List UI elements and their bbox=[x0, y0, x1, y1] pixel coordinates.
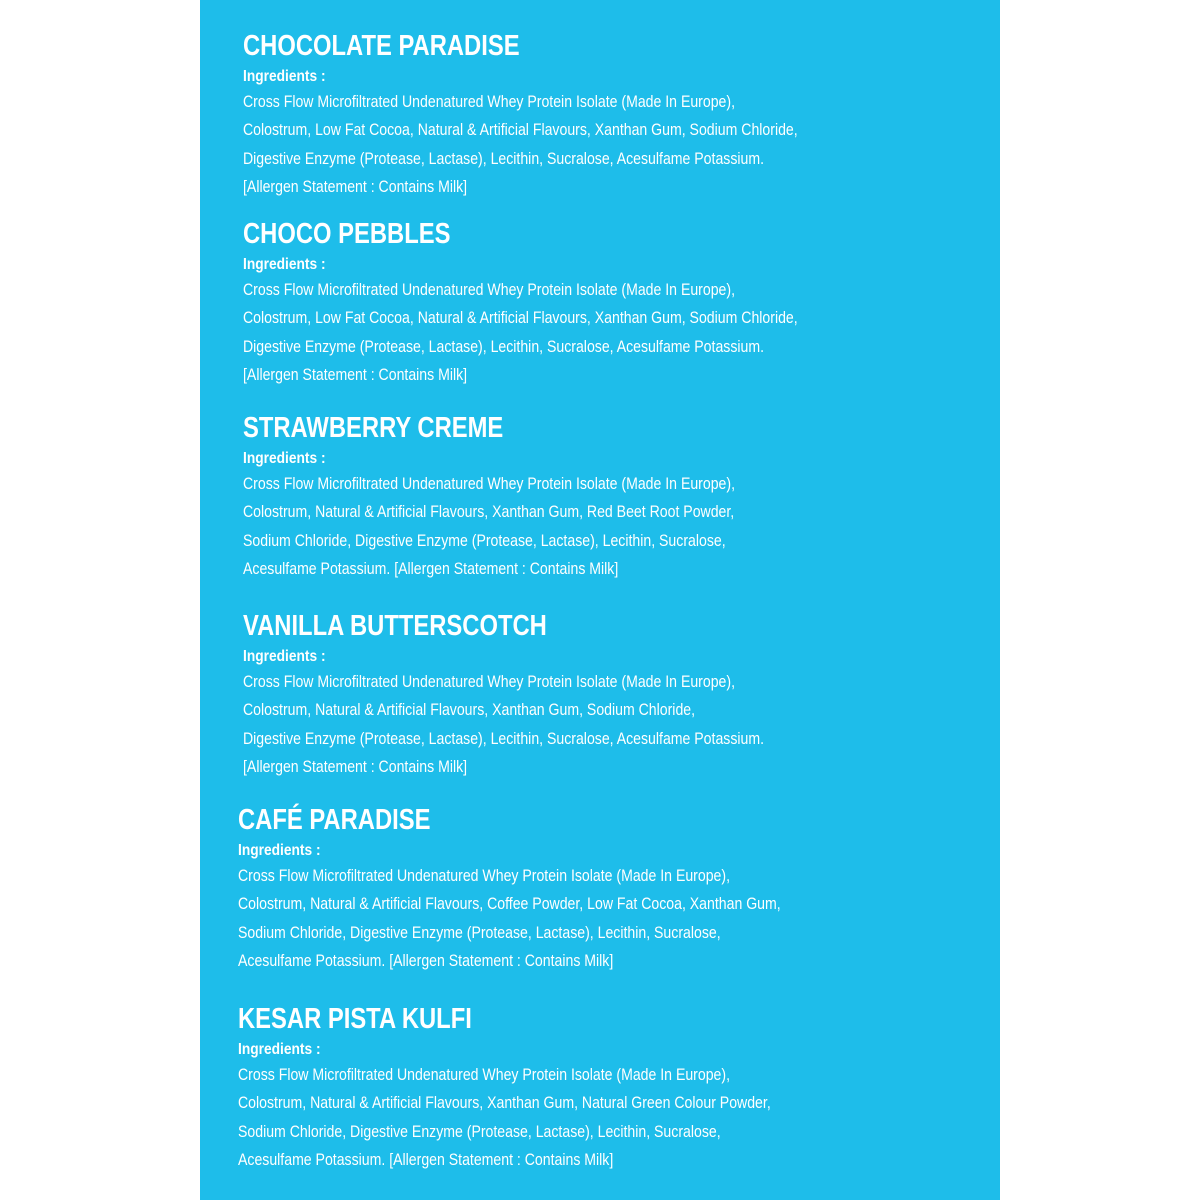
ingredient-line: Acesulfame Potassium. [Allergen Statement : Contains Milk] bbox=[238, 1151, 614, 1170]
ingredient-line: Colostrum, Natural & Artificial Flavours, Xanthan Gum, Natural Green Colour Powder, bbox=[238, 1094, 771, 1113]
flavor-section-strawberry-creme bbox=[243, 410, 815, 584]
ingredient-line: Cross Flow Microfiltrated Undenatured Whey Protein Isolate (Made In Europe), bbox=[243, 673, 736, 691]
flavor-title: KESAR PISTA KULFI bbox=[238, 1003, 472, 1035]
ingredient-line: Sodium Chloride, Digestive Enzyme (Protease, Lactase), Lecithin, Sucralose, bbox=[238, 1122, 721, 1141]
ingredient-line: [Allergen Statement : Contains Milk] bbox=[243, 178, 468, 197]
ingredient-line: Colostrum, Low Fat Cocoa, Natural & Artificial Flavours, Xanthan Gum, Sodium Chloride, bbox=[243, 309, 798, 328]
flavor-title: CAFÉ PARADISE bbox=[238, 804, 431, 836]
ingredient-line: Colostrum, Natural & Artificial Flavours, Xanthan Gum, Sodium Chloride, bbox=[243, 701, 696, 720]
flavor-title: CHOCOLATE PARADISE bbox=[243, 30, 520, 62]
ingredient-line: Cross Flow Microfiltrated Undenatured Whey Protein Isolate (Made In Europe), bbox=[243, 475, 736, 493]
ingredient-line: Acesulfame Potassium. [Allergen Statement : Contains Milk] bbox=[243, 560, 619, 579]
ingredient-line: [Allergen Statement : Contains Milk] bbox=[243, 366, 468, 385]
ingredient-line: Acesulfame Potassium. [Allergen Statement : Contains Milk] bbox=[238, 952, 614, 971]
flavor-title: VANILLA BUTTERSCOTCH bbox=[243, 610, 547, 642]
ingredient-line: Cross Flow Microfiltrated Undenatured Whey Protein Isolate (Made In Europe), bbox=[243, 281, 736, 299]
ingredient-line: Cross Flow Microfiltrated Undenatured Whey Protein Isolate (Made In Europe), bbox=[238, 1066, 731, 1084]
ingredient-line: Colostrum, Natural & Artificial Flavours, Xanthan Gum, Red Beet Root Powder, bbox=[243, 503, 735, 522]
flavor-section-cafe-paradise bbox=[238, 802, 869, 976]
ingredients-panel bbox=[200, 0, 1000, 1200]
ingredients-label: Ingredients : bbox=[243, 256, 326, 273]
ingredient-line: Colostrum, Natural & Artificial Flavours, Coffee Powder, Low Fat Cocoa, Xanthan Gum, bbox=[238, 895, 781, 914]
ingredient-line: Cross Flow Microfiltrated Undenatured Whey Protein Isolate (Made In Europe), bbox=[243, 93, 736, 111]
ingredient-line: Digestive Enzyme (Protease, Lactase), Lecithin, Sucralose, Acesulfame Potassium. bbox=[243, 729, 765, 748]
flavor-section-vanilla-butterscotch bbox=[243, 608, 849, 782]
flavor-title: STRAWBERRY CREME bbox=[243, 412, 504, 444]
ingredient-line: Sodium Chloride, Digestive Enzyme (Protease, Lactase), Lecithin, Sucralose, bbox=[243, 531, 726, 550]
ingredient-line: Digestive Enzyme (Protease, Lactase), Lecithin, Sucralose, Acesulfame Potassium. bbox=[243, 149, 765, 168]
flavor-section-choco-pebbles bbox=[243, 216, 888, 390]
ingredients-label: Ingredients : bbox=[238, 842, 321, 859]
ingredient-line: Digestive Enzyme (Protease, Lactase), Lecithin, Sucralose, Acesulfame Potassium. bbox=[243, 337, 765, 356]
flavor-section-kesar-pista-kulfi bbox=[238, 1001, 857, 1175]
ingredients-label: Ingredients : bbox=[243, 648, 326, 665]
ingredient-line: Cross Flow Microfiltrated Undenatured Whey Protein Isolate (Made In Europe), bbox=[238, 867, 731, 885]
flavor-section-chocolate-paradise bbox=[243, 28, 888, 202]
ingredient-line: Colostrum, Low Fat Cocoa, Natural & Artificial Flavours, Xanthan Gum, Sodium Chloride, bbox=[243, 121, 798, 140]
flavor-title: CHOCO PEBBLES bbox=[243, 218, 451, 250]
ingredient-line: Sodium Chloride, Digestive Enzyme (Protease, Lactase), Lecithin, Sucralose, bbox=[238, 923, 721, 942]
ingredient-line: [Allergen Statement : Contains Milk] bbox=[243, 758, 468, 777]
ingredients-label: Ingredients : bbox=[238, 1041, 321, 1058]
ingredients-label: Ingredients : bbox=[243, 450, 326, 467]
ingredients-label: Ingredients : bbox=[243, 68, 326, 85]
